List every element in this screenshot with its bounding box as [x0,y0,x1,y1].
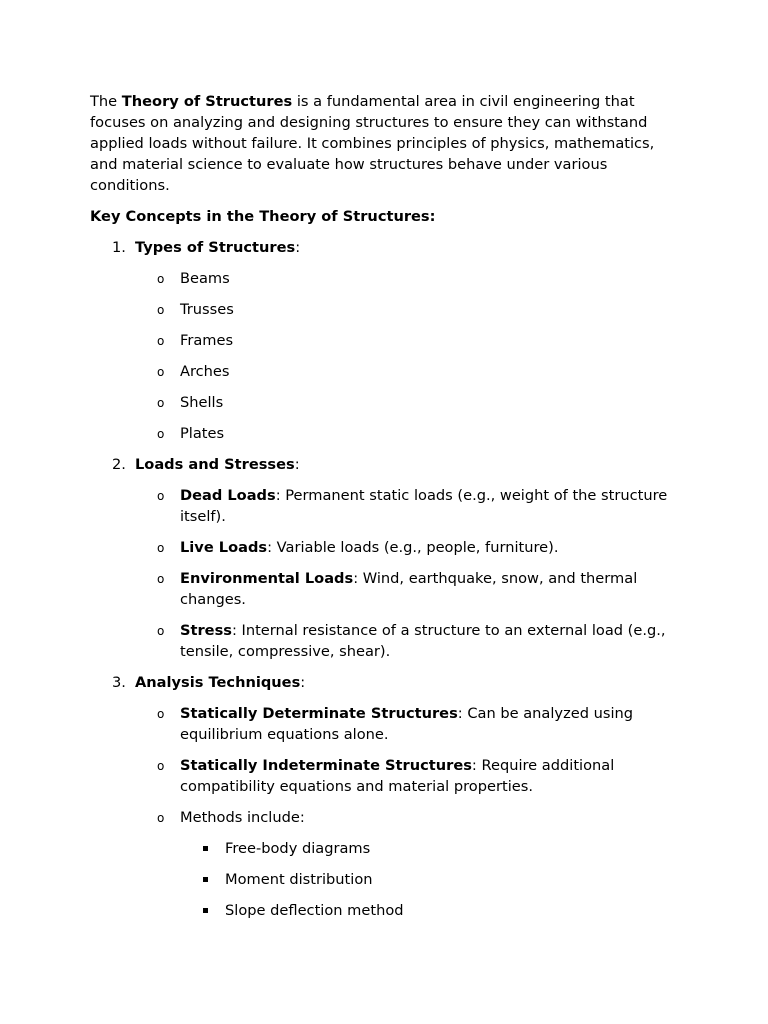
circle-bullet-icon: o [157,365,165,379]
key-concepts-heading: Key Concepts in the Theory of Structures: [90,208,436,225]
section-title: Loads and Stresses [135,456,295,473]
circle-bullet-icon: o [157,541,165,555]
section-title-line [135,672,680,693]
item-text: Slope deflection method [225,902,404,919]
item-term: Statically Indeterminate Structures [180,757,472,774]
structure-types-list [135,268,680,444]
list-item [135,299,680,320]
item-text: Moment distribution [225,871,373,888]
section-title: Types of Structures [135,239,296,256]
section-title-line [135,237,680,258]
list-item [180,869,680,890]
item-text: : Wind, earthquake, snow, and thermal changes. [180,570,638,608]
loads-list [135,485,680,662]
list-item [135,703,680,745]
list-item [135,485,680,527]
circle-bullet-icon: o [157,707,165,721]
list-item [135,807,680,921]
list-item [135,620,680,662]
methods-list [180,838,680,921]
item-text: Free-body diagrams [225,840,371,857]
section-types-of-structures [90,237,680,444]
section-title-line [135,454,680,475]
item-text: : Require additional compatibility equations and material properties. [180,757,615,795]
square-bullet-icon [203,877,208,882]
list-item [135,423,680,444]
list-item [135,568,680,610]
square-bullet-icon [203,908,208,913]
list-item [180,838,680,859]
circle-bullet-icon: o [157,759,165,773]
item-term: Dead Loads [180,487,276,504]
section-loads-and-stresses [90,454,680,662]
circle-bullet-icon: o [157,624,165,638]
item-term: Stress [180,622,232,639]
section-number: 2. [112,456,126,473]
item-text: : Variable loads (e.g., people, furniture). [267,539,559,556]
circle-bullet-icon: o [157,489,165,503]
section-title-suffix: : [300,674,306,691]
item-text: Methods include: [180,809,305,826]
item-text: Arches [180,363,230,380]
item-term: Live Loads [180,539,268,556]
item-text: Shells [180,394,224,411]
list-item [135,268,680,289]
circle-bullet-icon: o [157,427,165,441]
section-number: 3. [112,674,126,691]
list-item [135,361,680,382]
list-item [135,330,680,351]
list-item [135,537,680,558]
document-page [90,91,680,931]
item-term: Statically Determinate Structures [180,705,458,722]
sections-list [90,237,680,921]
item-text: Plates [180,425,225,442]
analysis-list [135,703,680,921]
section-analysis-techniques [90,672,680,921]
circle-bullet-icon: o [157,811,165,825]
section-title-suffix: : [294,456,300,473]
item-text: : Permanent static loads (e.g., weight of the structure itself). [180,487,668,525]
intro-bold-term: Theory of Structures [121,93,293,110]
circle-bullet-icon: o [157,396,165,410]
section-number: 1. [112,239,126,256]
circle-bullet-icon: o [157,303,165,317]
item-term: Environmental Loads [180,570,354,587]
square-bullet-icon [203,846,208,851]
section-title: Analysis Techniques [135,674,301,691]
list-item [135,392,680,413]
list-item [135,755,680,797]
section-title-suffix: : [295,239,301,256]
item-text: Trusses [180,301,234,318]
circle-bullet-icon: o [157,334,165,348]
circle-bullet-icon: o [157,572,165,586]
item-text: : Internal resistance of a structure to an external load (e.g., tensile, compressive, shear). [180,622,666,660]
item-text: Beams [180,270,230,287]
item-text: : Can be analyzed using equilibrium equations alone. [180,705,634,743]
intro-post: is a fundamental area in civil engineering that focuses on analyzing and designing structures to ensure they can withstand applied loads without failure. It combines principles of physics, mathematics, and material science to evaluate how structures behave under various conditions. [90,93,655,194]
circle-bullet-icon: o [157,272,165,286]
intro-paragraph [90,91,680,196]
intro-pre: The [90,93,122,110]
list-item [180,900,680,921]
item-text: Frames [180,332,234,349]
